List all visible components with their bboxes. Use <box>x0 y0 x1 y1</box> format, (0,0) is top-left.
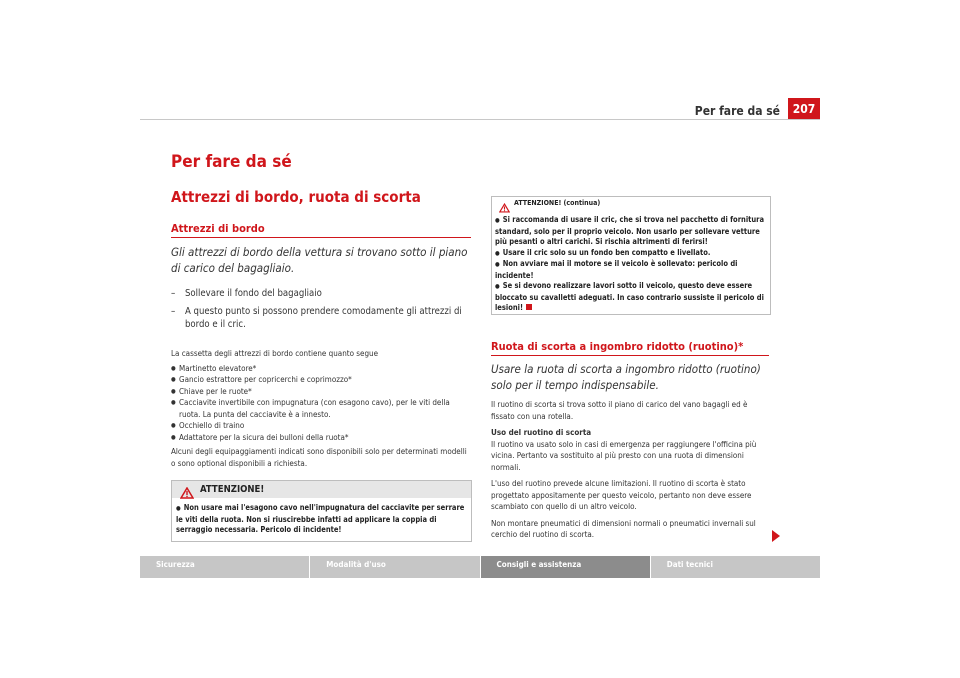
list-item: ● Occhiello di traino <box>171 420 471 432</box>
running-header-title: Per fare da sé <box>694 104 780 118</box>
warning-item: ● Non avviare mai il motore se il veicolo è sollevato: pericolo di incidente! <box>495 259 738 280</box>
section-title: Attrezzi di bordo, ruota di scorta <box>171 188 421 206</box>
header-divider <box>140 119 820 120</box>
spare-paragraph: Il ruotino va usato solo in casi di emergenza per raggiungere l'officina più vicina. Pertanto va sostituito al più presto con una ruota di dimensioni normali. <box>491 439 757 472</box>
spare-paragraph: Non montare pneumatici di dimensioni normali o pneumatici invernali sul cerchio del ruotino di scorta. <box>491 518 756 539</box>
spare-paragraph: Il ruotino di scorta si trova sotto il piano di carico del vano bagagli ed è fissato con una rotella. <box>491 400 748 421</box>
step-item: – A questo punto si possono prendere comodamente gli attrezzi di bordo e il cric. <box>171 306 462 330</box>
warning-item: ● Se si devono realizzare lavori sotto il veicolo, questo deve essere bloccato su cavalletti adeguati. In caso contrario sussiste il pericolo di lesioni! <box>495 281 764 312</box>
page-number: 207 <box>788 98 820 120</box>
end-of-section-icon <box>526 304 532 310</box>
chapter-title: Per fare da sé <box>171 152 292 172</box>
footer-nav <box>140 556 820 578</box>
step-item: – Sollevare il fondo del bagagliaio <box>171 288 322 299</box>
warning-body <box>492 209 770 314</box>
warning-triangle-icon <box>180 484 194 503</box>
tools-steps <box>171 287 471 331</box>
spare-subheading: Uso del ruotino di scorta <box>491 428 592 437</box>
tools-contents-intro: La cassetta degli attrezzi di bordo contiene quanto segue <box>171 349 378 358</box>
spare-paragraph: L'uso del ruotino prevede alcune limitazioni. Il ruotino di scorta è stato progettato appositamente per questo veicolo, pertanto non deve essere scambiato con quello di un altro veicolo. <box>491 479 752 511</box>
tools-heading-rule <box>171 237 471 238</box>
list-item: ● Adattatore per la sicura dei bulloni della ruota* <box>171 432 471 444</box>
spare-wheel-section <box>491 340 769 541</box>
warning-title: ATTENZIONE! (continua) <box>514 199 601 207</box>
warning-body: ● Non usare mai l'esagono cavo nell'impugnatura del cacciavite per serrare le viti della ruota. Non si riuscirebbe infatti ad applicare la coppia di serraggio necessaria. Pericolo di incidente! <box>176 503 465 534</box>
warning-header <box>172 481 471 498</box>
tab-sicurezza[interactable]: Sicurezza <box>140 556 309 578</box>
warning-title: ATTENZIONE! <box>200 484 265 495</box>
warning-header <box>492 197 770 209</box>
spare-heading-rule <box>491 355 769 356</box>
tools-list <box>171 363 471 444</box>
warning-box <box>171 480 472 542</box>
warning-item: ● Usare il cric solo su un fondo ben compatto e livellato. <box>495 247 711 257</box>
spare-heading: Ruota di scorta a ingombro ridotto (ruotino)* <box>491 340 744 353</box>
list-item: ● Gancio estrattore per copricerchi e coprimozzo* <box>171 374 471 386</box>
tab-dati-tecnici[interactable]: Dati tecnici <box>651 556 820 578</box>
spare-intro: Usare la ruota di scorta a ingombro ridotto (ruotino) solo per il tempo indispensabile. <box>491 362 761 392</box>
tools-heading: Attrezzi di bordo <box>171 222 265 235</box>
warning-item: ● Si raccomanda di usare il cric, che si trova nel pacchetto di fornitura standard, solo per il proprio veicolo. Non usarlo per sollevare vetture più pesanti o altri carichi. Si rischia altrimenti di ferirsi! <box>495 215 765 246</box>
next-page-arrow-icon[interactable] <box>772 530 780 542</box>
tab-consigli-assistenza[interactable]: Consigli e assistenza <box>481 556 650 578</box>
list-item: ● Chiave per le ruote* <box>171 386 471 398</box>
list-item: ● Martinetto elevatore* <box>171 363 471 375</box>
tools-section <box>171 222 471 469</box>
list-item: ● Cacciavite invertibile con impugnatura (con esagono cavo), per le viti della ruota. La punta del cacciavite è a innesto. <box>171 397 471 420</box>
tools-intro: Gli attrezzi di bordo della vettura si trovano sotto il piano di carico del bagagliaio. <box>171 245 468 275</box>
warning-box-continued <box>491 196 771 315</box>
tab-modalita-duso[interactable]: Modalità d'uso <box>310 556 479 578</box>
tools-note: Alcuni degli equipaggiamenti indicati sono disponibili solo per determinati modelli o sono optional disponibili a richiesta. <box>171 447 467 468</box>
